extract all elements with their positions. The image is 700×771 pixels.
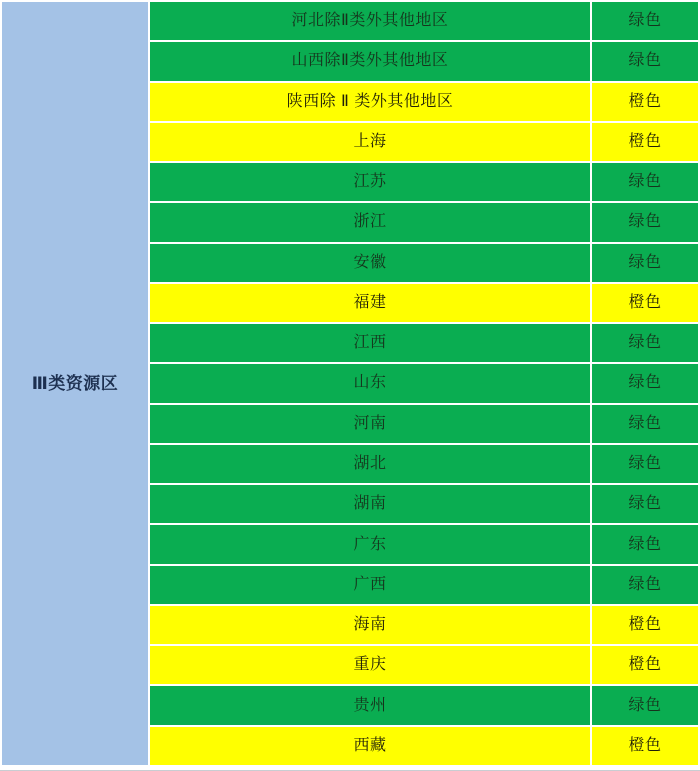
region-cell: 西藏 [150, 727, 590, 765]
status-cell: 橙色 [592, 123, 698, 161]
region-cell: 陕西除 Ⅱ 类外其他地区 [150, 83, 590, 121]
status-cell: 橙色 [592, 646, 698, 684]
region-cell: 广东 [150, 525, 590, 563]
region-cell: 河南 [150, 405, 590, 443]
region-cell: 湖北 [150, 445, 590, 483]
region-cell: 海南 [150, 606, 590, 644]
status-cell: 橙色 [592, 727, 698, 765]
status-cell: 绿色 [592, 405, 698, 443]
status-cell: 绿色 [592, 525, 698, 563]
status-cell: 绿色 [592, 244, 698, 282]
status-cell: 绿色 [592, 324, 698, 362]
status-cell: 绿色 [592, 42, 698, 80]
region-cell: 湖南 [150, 485, 590, 523]
status-cell: 绿色 [592, 445, 698, 483]
status-cell: 绿色 [592, 2, 698, 40]
status-cell: 绿色 [592, 686, 698, 724]
region-cell: 山东 [150, 364, 590, 402]
region-cell: 江西 [150, 324, 590, 362]
status-cell: 绿色 [592, 163, 698, 201]
status-cell: 橙色 [592, 83, 698, 121]
region-cell: 贵州 [150, 686, 590, 724]
region-cell: 福建 [150, 284, 590, 322]
status-cell: 橙色 [592, 606, 698, 644]
status-cell: 橙色 [592, 284, 698, 322]
region-cell: 上海 [150, 123, 590, 161]
status-cell: 绿色 [592, 364, 698, 402]
region-cell: 河北除Ⅱ类外其他地区 [150, 2, 590, 40]
region-cell: 浙江 [150, 203, 590, 241]
status-cell: 绿色 [592, 566, 698, 604]
status-cell: 绿色 [592, 485, 698, 523]
zone-merged-cell: Ⅲ类资源区 [2, 2, 148, 765]
region-cell: 安徽 [150, 244, 590, 282]
region-cell: 山西除Ⅱ类外其他地区 [150, 42, 590, 80]
status-cell: 绿色 [592, 203, 698, 241]
region-cell: 重庆 [150, 646, 590, 684]
region-cell: 广西 [150, 566, 590, 604]
region-cell: 江苏 [150, 163, 590, 201]
